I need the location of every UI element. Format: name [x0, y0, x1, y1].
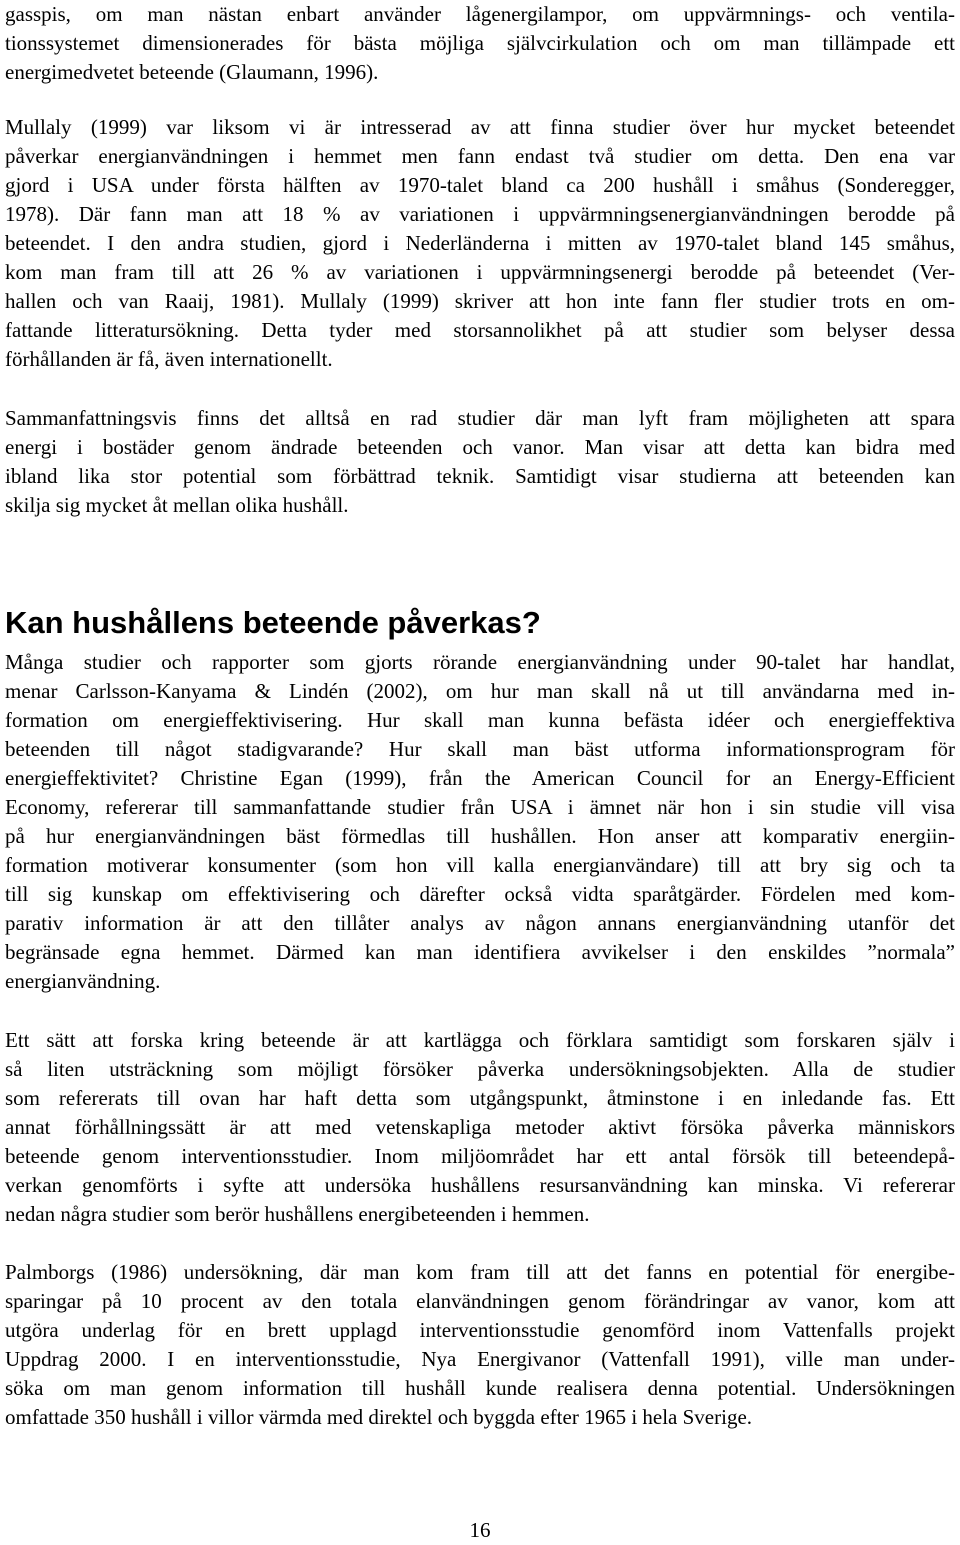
text-line: utgöra underlag för en brett upplagd interventionsstudie genomförd inom Vattenfalls projekt: [5, 1318, 955, 1342]
page-number: 16: [469, 1518, 491, 1542]
text-line: Många studier och rapporter som gjorts rörande energianvändning under 90-talet har handlat,: [5, 650, 955, 674]
text-line: hallen och van Raaij, 1981). Mullaly (1999) skriver att hon inte fann fler studier trots en om-: [5, 289, 955, 313]
text-line: ibland lika stor potential som förbättrad teknik. Samtidigt visar studierna att beteenden kan: [5, 464, 955, 488]
text-line: till sig kunskap om effektivisering och därefter också vidta sparåtgärder. Fördelen med kom-: [5, 882, 955, 906]
paragraph-glaumann: [5, 0, 955, 87]
text-line: beteende genom interventionsstudier. Inom miljöområdet har ett antal försök till beteendepå-: [5, 1144, 955, 1168]
text-line: annat förhållningssätt är att med vetenskapliga metoder aktivt försöka påverka människors: [5, 1115, 955, 1139]
text-line: parativ information är att den tillåter analys av någon annans energianvändning utanför det: [5, 911, 955, 935]
text-line: Palmborgs (1986) undersökning, där man kom fram till att det fanns en potential för energibe-: [5, 1260, 955, 1284]
text-line: på hur energianvändningen bäst förmedlas till hushållen. Hon anser att komparativ energiin-: [5, 824, 955, 848]
text-line: gasspis, om man nästan enbart använder lågenergilampor, om uppvärmnings- och ventila-: [5, 2, 955, 26]
text-line: energieffektivitet? Christine Egan (1999), från the American Council for an Energy-Efficient: [5, 766, 955, 790]
text-line: 1978). Där fann man att 18 % av variationen i uppvärmningsenergianvändningen berodde på: [5, 202, 955, 226]
text-line: beteendet. I den andra studien, gjord i Nederländerna i mitten av 1970-talet bland 145 småhus,: [5, 231, 955, 255]
paragraph-summary: [5, 404, 955, 520]
text-line: fattande litteratursökning. Detta tyder med storsannolikhet på att studier som belyser dessa: [5, 318, 955, 342]
text-line: nedan några studier som berör hushållens energibeteenden i hemmen.: [5, 1202, 590, 1226]
text-line: Mullaly (1999) var liksom vi är intresserad av att finna studier över hur mycket beteendet: [5, 115, 955, 139]
text-line: så liten utsträckning som möjligt försöker påverka undersökningsobjekten. Alla de studier: [5, 1057, 955, 1081]
text-line: söka om man genom information till hushåll kunde realisera denna potential. Undersökningen: [5, 1376, 955, 1400]
text-line: gjord i USA under första hälften av 1970-talet bland ca 200 hushåll i småhus (Sonderegger,: [5, 173, 955, 197]
text-line: formation om energieffektivisering. Hur skall man kunna befästa idéer och energieffektiva: [5, 708, 955, 732]
text-line: tionssystemet dimensionerades för bästa möjliga självcirkulation och om man tillämpade ett: [5, 31, 955, 55]
paragraph-mullaly: [5, 113, 955, 374]
text-line: Sammanfattningsvis finns det alltså en rad studier där man lyft fram möjligheten att spara: [5, 406, 955, 430]
paragraph-carlsson-kanyama: [5, 648, 955, 996]
text-line: energianvändning.: [5, 969, 161, 993]
text-line: sparingar på 10 procent av den totala elanvändningen genom förändringar av vanor, kom att: [5, 1289, 955, 1313]
text-line: beteenden till något stadigvarande? Hur skall man bäst utforma informationsprogram för: [5, 737, 955, 761]
text-line: som refererats till ovan har haft detta som utgångspunkt, åtminstone i en inledande fas. Ett: [5, 1086, 955, 1110]
text-line: energimedvetet beteende (Glaumann, 1996).: [5, 60, 379, 84]
section-heading: Kan hushållens beteende påverkas?: [5, 605, 541, 640]
text-line: påverkar energianvändningen i hemmet men fann endast två studier om detta. Den ena var: [5, 144, 955, 168]
text-line: verkan genomförts i syfte att undersöka hushållens resursanvändning kan minska. Vi refererar: [5, 1173, 955, 1197]
paragraph-interventions: [5, 1026, 955, 1229]
text-line: Uppdrag 2000. I en interventionsstudie, Nya Energivanor (Vattenfall 1991), ville man under-: [5, 1347, 955, 1371]
text-line: kom man fram till att 26 % av variationen i uppvärmningsenergi berodde på beteendet (Ver-: [5, 260, 955, 284]
text-line: energi i bostäder genom ändrade beteenden och vanor. Man visar att detta kan bidra med: [5, 435, 955, 459]
text-line: Ett sätt att forska kring beteende är att kartlägga och förklara samtidigt som forskaren själv i: [5, 1028, 955, 1052]
text-line: begränsade egna hemmet. Därmed kan man identifiera avvikelser i den enskildes ”normala”: [5, 940, 955, 964]
text-line: omfattade 350 hushåll i villor värmda med direktel och byggda efter 1965 i hela Sverige.: [5, 1405, 753, 1429]
paragraph-palmborg: [5, 1258, 955, 1432]
text-line: Economy, refererar till sammanfattande studier från USA i ämnet när hon i sin studie vill visa: [5, 795, 955, 819]
text-line: förhållanden är få, även internationellt.: [5, 347, 333, 371]
text-line: menar Carlsson-Kanyama & Lindén (2002), om hur man skall nå ut till användarna med in-: [5, 679, 955, 703]
text-line: formation motiverar konsumenter (som hon vill kalla energianvändare) till att bry sig och ta: [5, 853, 955, 877]
text-line: skilja sig mycket åt mellan olika hushåll.: [5, 493, 349, 517]
